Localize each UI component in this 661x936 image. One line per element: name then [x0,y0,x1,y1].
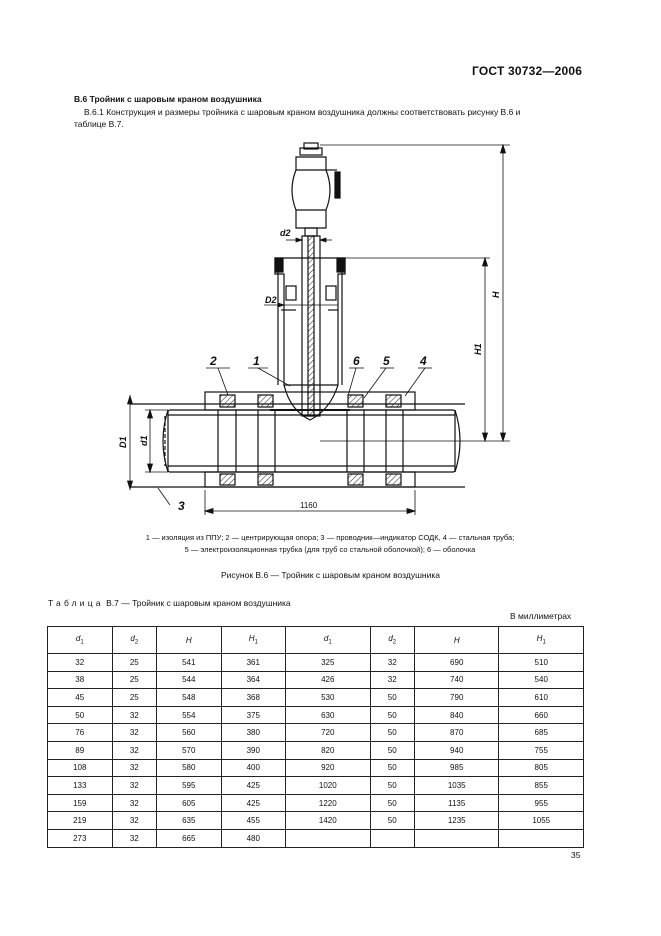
table-header-row [48,627,584,654]
table-header-cell: H [415,627,499,654]
table-cell: 940 [415,741,499,759]
table-header-cell: $d_2$ [112,627,157,654]
table-cell: 50 [370,794,415,812]
table-cell: 560 [157,724,222,742]
table-cell: 50 [370,777,415,795]
callout-2: 2 [210,354,217,368]
table-cell: 425 [221,794,286,812]
paragraph-line-1: В.6.1 Конструкция и размеры тройника с шаровым краном воздушника должны соответствовать рисунку В.6 и [84,107,521,117]
callout-6: 6 [353,354,360,368]
dim-H1: H1 [473,343,483,355]
table-cell: 426 [286,671,370,689]
table-cell: 32 [370,654,415,672]
dimensions-table [47,626,584,848]
standard-number: ГОСТ 30732—2006 [472,64,583,78]
table-cell [370,829,415,847]
table-cell: 25 [112,689,157,707]
table-cell: 375 [221,706,286,724]
table-cell: 273 [48,829,113,847]
table-header-cell: $d_1$ [286,627,370,654]
dim-D1: D1 [118,436,128,448]
table-cell: 690 [415,654,499,672]
table-cell [499,829,584,847]
table-row [48,829,584,847]
table-cell: 219 [48,812,113,830]
table-cell: 159 [48,794,113,812]
table-row [48,794,584,812]
figure-caption: Рисунок В.6 — Тройник с шаровым краном воздушника [221,570,440,580]
table-cell: 32 [112,759,157,777]
table-cell: 32 [112,706,157,724]
table-header-cell: H [157,627,222,654]
table-cell: 89 [48,741,113,759]
table-cell: 480 [221,829,286,847]
table-cell: 455 [221,812,286,830]
table-cell: 32 [48,654,113,672]
table-cell: 50 [370,724,415,742]
table-cell: 76 [48,724,113,742]
table-cell: 32 [112,741,157,759]
table-cell: 425 [221,777,286,795]
table-cell: 548 [157,689,222,707]
table-row [48,741,584,759]
table-row [48,724,584,742]
table-cell: 1055 [499,812,584,830]
table-cell: 630 [286,706,370,724]
dim-D2: D2 [265,295,277,305]
table-cell: 740 [415,671,499,689]
callout-1: 1 [253,354,260,368]
table-cell: 660 [499,706,584,724]
table-row [48,654,584,672]
table-cell: 595 [157,777,222,795]
table-cell: 108 [48,759,113,777]
table-cell: 870 [415,724,499,742]
dim-H: H [491,291,501,298]
table-cell: 855 [499,777,584,795]
table-cell: 580 [157,759,222,777]
table-cell: 380 [221,724,286,742]
table-cell: 1135 [415,794,499,812]
table-cell: 50 [370,741,415,759]
dim-d1: d1 [139,435,149,446]
table-header-cell: $d_1$ [48,627,113,654]
table-cell: 1235 [415,812,499,830]
table-cell: 1035 [415,777,499,795]
table-title [48,598,291,608]
table-cell: 665 [157,829,222,847]
table-cell: 133 [48,777,113,795]
table-cell: 755 [499,741,584,759]
table-cell: 32 [370,671,415,689]
section-title: В.6 Тройник с шаровым краном воздушника [74,94,262,104]
table-cell: 325 [286,654,370,672]
table-cell: 45 [48,689,113,707]
table-body [48,654,584,848]
figure-legend [70,532,590,556]
table-cell: 25 [112,654,157,672]
table-cell: 50 [370,812,415,830]
callout-3: 3 [178,499,185,513]
table-cell: 685 [499,724,584,742]
table-cell: 32 [112,724,157,742]
table-cell: 510 [499,654,584,672]
table-cell: 25 [112,671,157,689]
table-cell: 368 [221,689,286,707]
table-cell: 541 [157,654,222,672]
table-cell: 32 [112,794,157,812]
table-cell: 32 [112,829,157,847]
dim-d2: d2 [280,228,291,238]
table-cell: 540 [499,671,584,689]
table-header-cell: $d_2$ [370,627,415,654]
table-cell: 790 [415,689,499,707]
table-cell: 390 [221,741,286,759]
dim-length: 1160 [300,501,318,510]
table-cell [415,829,499,847]
table-cell: 32 [112,777,157,795]
table-cell: 400 [221,759,286,777]
table-cell: 570 [157,741,222,759]
table-title-text: В.7 — Тройник с шаровым краном воздушника [106,598,291,608]
table-row [48,759,584,777]
callout-5: 5 [383,354,390,368]
table-row [48,812,584,830]
table-row [48,777,584,795]
table-cell: 530 [286,689,370,707]
table-cell: 32 [112,812,157,830]
table-cell: 50 [370,706,415,724]
table-cell: 920 [286,759,370,777]
table-row [48,671,584,689]
table-cell: 610 [499,689,584,707]
table-row [48,689,584,707]
table-cell: 720 [286,724,370,742]
legend-line-1: 1 — изоляция из ППУ; 2 — центрирующая опора; 3 — проводник—индикатор СОДК, 4 — стальная труба; [145,533,515,542]
table-row [48,706,584,724]
table-cell: 605 [157,794,222,812]
page-number: 35 [571,850,581,860]
table-cell: 840 [415,706,499,724]
table-cell: 635 [157,812,222,830]
table-cell: 820 [286,741,370,759]
table-cell: 361 [221,654,286,672]
table-header-cell: $H_1$ [221,627,286,654]
table-cell: 985 [415,759,499,777]
table-units: В миллиметрах [510,611,572,621]
table-cell [286,829,370,847]
table-cell: 544 [157,671,222,689]
table-cell: 805 [499,759,584,777]
table-cell: 1220 [286,794,370,812]
table-cell: 364 [221,671,286,689]
table-header-cell: $H_1$ [499,627,584,654]
table-title-label: Таблица [48,598,104,608]
paragraph-line-2: таблице В.7. [74,119,124,129]
table-cell: 1020 [286,777,370,795]
legend-line-2: 5 — электроизоляционная трубка (для труб со стальной оболочкой); 6 — оболочка [184,545,476,554]
table-cell: 50 [370,689,415,707]
table-cell: 955 [499,794,584,812]
table-cell: 554 [157,706,222,724]
callout-4: 4 [420,354,427,368]
table-cell: 50 [370,759,415,777]
table-cell: 38 [48,671,113,689]
table-cell: 1420 [286,812,370,830]
table-cell: 50 [48,706,113,724]
